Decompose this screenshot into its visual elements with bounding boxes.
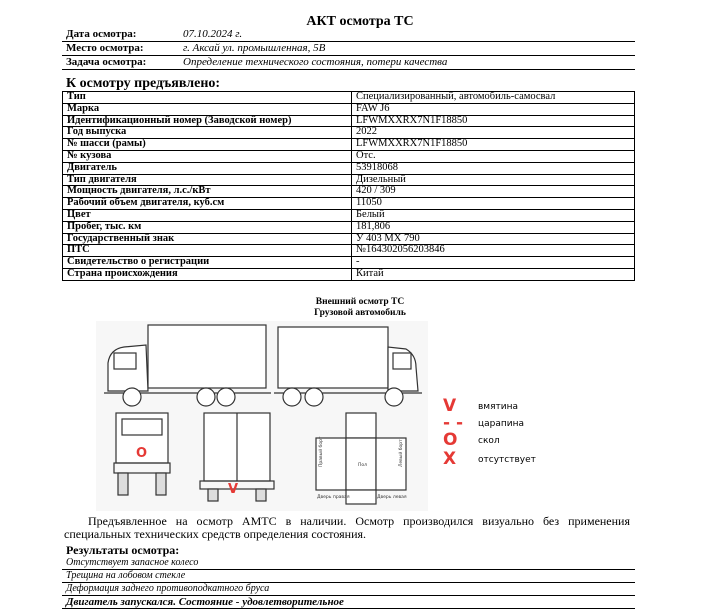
spec-value: 420 / 309 xyxy=(352,186,635,198)
wheel-mid-left xyxy=(197,388,215,406)
front-bumper xyxy=(114,463,170,473)
spec-key: Марка xyxy=(63,103,352,115)
table-row xyxy=(63,92,635,104)
diagram-caption-title: Внешний осмотр ТС xyxy=(315,297,405,307)
header-label: Дата осмотра: xyxy=(66,28,137,40)
spec-value: 53918068 xyxy=(352,162,635,174)
legend-label-dent: вмятина xyxy=(478,402,518,412)
table-row xyxy=(63,268,635,280)
result-row xyxy=(62,582,635,596)
spec-key: Тип двигателя xyxy=(63,174,352,186)
spec-key: Двигатель xyxy=(63,162,352,174)
table-row xyxy=(63,233,635,245)
header-value: г. Аксай ул. промышленная, 5В xyxy=(183,42,326,54)
header-row-task xyxy=(62,56,635,70)
spec-key: Год выпуска xyxy=(63,127,352,139)
table-row xyxy=(63,115,635,127)
legend-mark-scratch: - - xyxy=(443,413,464,433)
header-value: Определение технического состояния, потери качества xyxy=(183,56,448,68)
spec-value: У 403 МХ 790 xyxy=(352,233,635,245)
spec-value: Белый xyxy=(352,209,635,221)
header-value: 07.10.2024 г. xyxy=(183,28,243,40)
table-row xyxy=(63,257,635,269)
header-label: Задача осмотра: xyxy=(66,56,147,68)
box-label-left: Левый борт xyxy=(399,439,404,467)
header-label: Место осмотра: xyxy=(66,42,144,54)
legend-label-missing: отсутствует xyxy=(478,455,536,465)
box-label-door-left: Дверь левая xyxy=(377,495,407,500)
header-row-place xyxy=(62,42,635,56)
table-row xyxy=(63,198,635,210)
result-text: Деформация заднего противоподкатного бруса xyxy=(66,583,270,594)
table-row xyxy=(63,186,635,198)
diagram-caption-subtitle: Грузовой автомобиль xyxy=(314,308,406,318)
legend-mark-chip: O xyxy=(443,430,458,450)
table-row xyxy=(63,162,635,174)
legend-label-chip: скол xyxy=(478,436,500,446)
legend-label-scratch: царапина xyxy=(478,419,525,429)
spec-key: № кузова xyxy=(63,150,352,162)
spec-value: Дизельный xyxy=(352,174,635,186)
document-title: АКТ осмотра ТС xyxy=(306,14,414,29)
box-label-floor: Пол xyxy=(358,463,368,468)
spec-key: Страна происхождения xyxy=(63,268,352,280)
spec-key: Государственный знак xyxy=(63,233,352,245)
table-row xyxy=(63,127,635,139)
spec-key: ПТС xyxy=(63,245,352,257)
wheel-front-left xyxy=(123,388,141,406)
legend-mark-dent: V xyxy=(443,396,457,416)
table-row xyxy=(63,139,635,151)
box-label-right: Правый борт xyxy=(319,436,324,467)
spec-value: - xyxy=(352,257,635,269)
table-row xyxy=(63,150,635,162)
spec-key: Рабочий объем двигателя, куб.см xyxy=(63,198,352,210)
wheel-rear-right xyxy=(283,388,301,406)
damage-mark-dent: V xyxy=(228,482,239,497)
table-row xyxy=(63,103,635,115)
table-row xyxy=(63,245,635,257)
truck-outline-drawing xyxy=(96,321,428,511)
legend-mark-missing: X xyxy=(443,449,457,469)
spec-value: Специализированный, автомобиль-самосвал xyxy=(352,92,635,104)
cargo-box-left-side xyxy=(148,325,266,388)
spec-key: Свидетельство о регистрации xyxy=(63,257,352,269)
header-row-date xyxy=(62,28,635,42)
spec-value: Китай xyxy=(352,268,635,280)
result-text: Отсутствует запасное колесо xyxy=(66,557,199,568)
results-title: Результаты осмотра: xyxy=(66,543,180,557)
damage-mark-chip: O xyxy=(136,446,148,461)
spec-value: №164302056203846 xyxy=(352,245,635,257)
spec-key: Мощность двигателя, л.с./кВт xyxy=(63,186,352,198)
spec-key: Идентификационный номер (Заводской номер) xyxy=(63,115,352,127)
wheel-front-right xyxy=(385,388,403,406)
spec-value: FAW J6 xyxy=(352,103,635,115)
table-row xyxy=(63,209,635,221)
conclusion-row xyxy=(62,595,635,609)
spec-key: Пробег, тыс. км xyxy=(63,221,352,233)
section-title: К осмотру предъявлено: xyxy=(66,76,221,91)
wheel-rear-left xyxy=(217,388,235,406)
table-row xyxy=(63,174,635,186)
spec-value: LFWMXXRX7N1F18850 xyxy=(352,139,635,151)
wheel-mid-right xyxy=(305,388,323,406)
result-row xyxy=(62,569,635,583)
spec-value: 11050 xyxy=(352,198,635,210)
result-text: Трещина на лобовом стекле xyxy=(66,570,186,581)
table-row xyxy=(63,221,635,233)
spec-value: Отс. xyxy=(352,150,635,162)
result-row xyxy=(62,556,635,570)
box-label-door-right: Дверь правая xyxy=(317,495,350,500)
spec-value: 2022 xyxy=(352,127,635,139)
vehicle-spec-table xyxy=(62,91,635,281)
spec-key: Тип xyxy=(63,92,352,104)
spec-key: Цвет xyxy=(63,209,352,221)
inspection-paragraph: Предъявленное на осмотр АМТС в наличии. Осмотр производился визуально без применения специальных технических средств определения состояния. xyxy=(64,514,630,541)
spec-value: LFWMXXRX7N1F18850 xyxy=(352,115,635,127)
conclusion-text: Двигатель запускался. Состояние - удовлетворительное xyxy=(66,596,344,608)
truck-damage-diagram xyxy=(96,321,428,511)
spec-value: 181,806 xyxy=(352,221,635,233)
cargo-box-right-side xyxy=(278,327,388,388)
spec-key: № шасси (рамы) xyxy=(63,139,352,151)
